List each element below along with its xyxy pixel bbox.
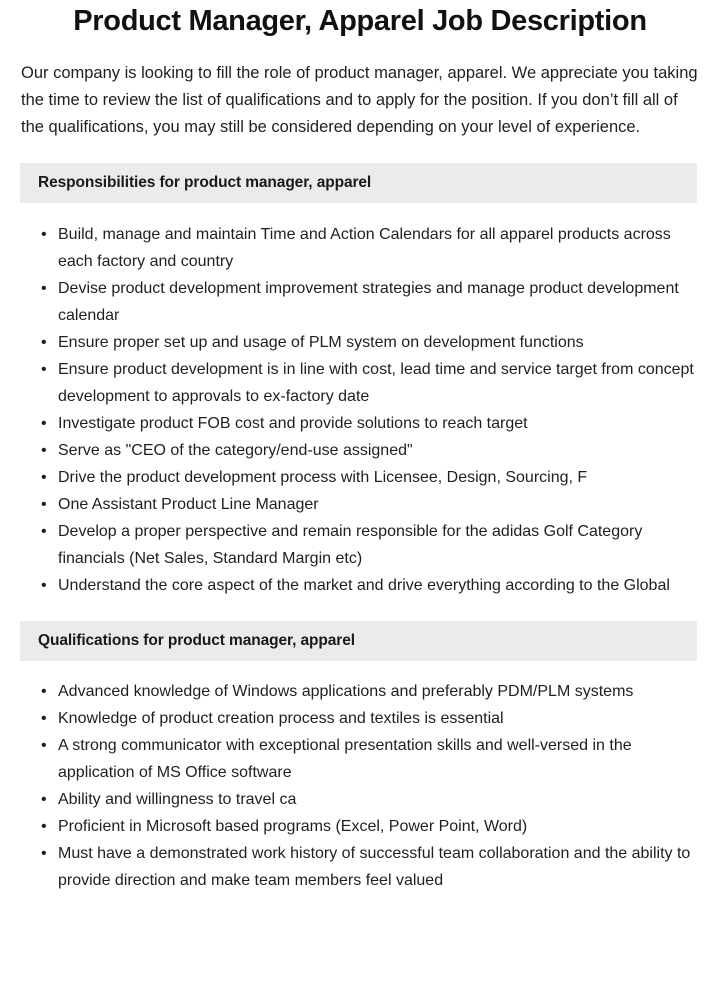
qualifications-heading-label: Qualifications for product manager, apparel xyxy=(38,632,355,650)
list-item xyxy=(0,329,698,356)
responsibilities-section-header xyxy=(20,163,697,203)
list-item xyxy=(0,678,698,705)
list-item-text: Investigate product FOB cost and provide solutions to reach target xyxy=(58,415,528,433)
list-item xyxy=(0,813,698,840)
bullet-icon: • xyxy=(41,845,47,863)
list-item-text: Ensure product development is in line with cost, lead time and service target from concept development to approvals to ex-factory date xyxy=(58,361,694,406)
list-item-text: Build, manage and maintain Time and Action Calendars for all apparel products across each factory and country xyxy=(58,226,671,271)
list-item xyxy=(0,356,698,410)
page-title: Product Manager, Apparel Job Description xyxy=(73,5,647,37)
bullet-icon: • xyxy=(41,442,47,460)
list-item xyxy=(0,732,698,786)
list-item xyxy=(0,491,698,518)
list-item-text: Drive the product development process with Licensee, Design, Sourcing, F xyxy=(58,469,588,487)
list-item-text: Develop a proper perspective and remain responsible for the adidas Golf Category financials (Net Sales, Standard Margin etc) xyxy=(58,523,643,568)
list-item xyxy=(0,705,698,732)
bullet-icon: • xyxy=(41,226,47,244)
qualifications-section-header xyxy=(20,621,697,661)
list-item xyxy=(0,518,698,572)
list-item xyxy=(0,221,698,275)
list-item-text: Understand the core aspect of the market and drive everything according to the Global xyxy=(58,577,670,595)
list-item xyxy=(0,437,698,464)
job-description-page xyxy=(0,4,720,894)
bullet-icon: • xyxy=(41,496,47,514)
bullet-icon: • xyxy=(41,469,47,487)
bullet-icon: • xyxy=(41,334,47,352)
bullet-icon: • xyxy=(41,523,47,541)
list-item-text: Proficient in Microsoft based programs (Excel, Power Point, Word) xyxy=(58,818,528,836)
responsibilities-list xyxy=(0,221,720,599)
bullet-icon: • xyxy=(41,361,47,379)
list-item-text: Serve as "CEO of the category/end-use assigned" xyxy=(58,442,413,460)
bullet-icon: • xyxy=(41,683,47,701)
list-item xyxy=(0,572,698,599)
qualifications-section xyxy=(0,621,720,894)
list-item-text: Ability and willingness to travel ca xyxy=(58,791,297,809)
bullet-icon: • xyxy=(41,737,47,755)
list-item-text: Must have a demonstrated work history of successful team collaboration and the ability to provide direction and make team members feel valued xyxy=(58,845,691,890)
bullet-icon: • xyxy=(41,710,47,728)
list-item xyxy=(0,275,698,329)
list-item-text: A strong communicator with exceptional presentation skills and well-versed in the application of MS Office software xyxy=(58,737,632,782)
bullet-icon: • xyxy=(41,818,47,836)
bullet-icon: • xyxy=(41,791,47,809)
intro-paragraph: Our company is looking to fill the role of product manager, apparel. We appreciate you taking the time to review the list of qualifications and to apply for the position. If you don’t fill all of the qualifications, you may still be considered depending on your level of experience. xyxy=(21,64,698,137)
bullet-icon: • xyxy=(41,577,47,595)
responsibilities-heading-label: Responsibilities for product manager, apparel xyxy=(38,174,372,192)
list-item-text: One Assistant Product Line Manager xyxy=(58,496,319,514)
responsibilities-section xyxy=(0,163,720,599)
list-item xyxy=(0,840,698,894)
list-item xyxy=(0,410,698,437)
list-item-text: Ensure proper set up and usage of PLM system on development functions xyxy=(58,334,584,352)
bullet-icon: • xyxy=(41,280,47,298)
list-item-text: Devise product development improvement strategies and manage product development calendar xyxy=(58,280,679,325)
list-item-text: Knowledge of product creation process and textiles is essential xyxy=(58,710,504,728)
qualifications-list xyxy=(0,678,720,894)
list-item xyxy=(0,464,698,491)
list-item-text: Advanced knowledge of Windows applications and preferably PDM/PLM systems xyxy=(58,683,634,701)
bullet-icon: • xyxy=(41,415,47,433)
list-item xyxy=(0,786,698,813)
